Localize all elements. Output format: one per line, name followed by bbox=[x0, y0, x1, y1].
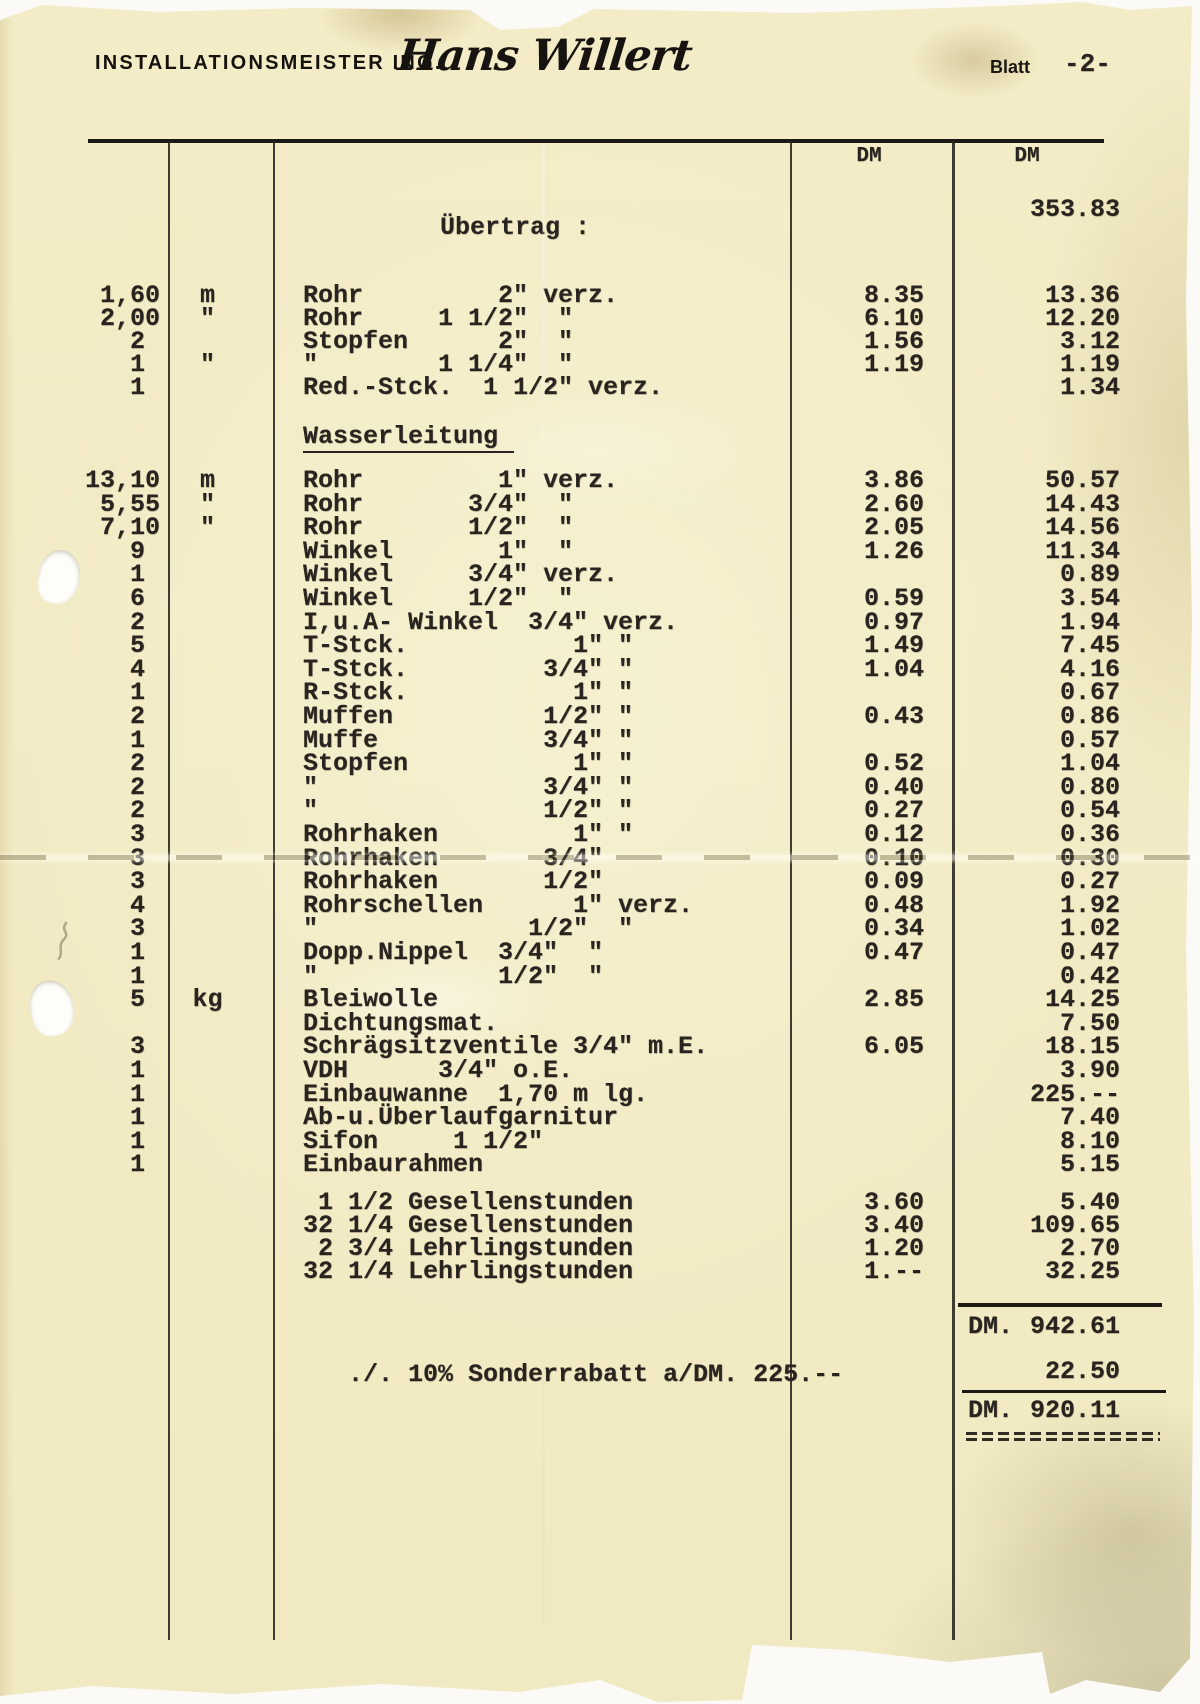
total-cell: 0.89 bbox=[1059, 560, 1120, 590]
qty-cell: 2 bbox=[129, 702, 160, 731]
desc-cell: VDH 3/4" o.E. bbox=[303, 1056, 574, 1085]
desc-cell: Bleiwolle bbox=[303, 985, 439, 1015]
qty-cell: 3 bbox=[129, 914, 160, 944]
total-cell: 0.42 bbox=[1059, 961, 1120, 991]
price-cell: 2.60 bbox=[863, 489, 924, 519]
price-cell: 0.97 bbox=[863, 607, 924, 637]
qty-cell: 4 bbox=[129, 654, 160, 684]
total-cell: 14.43 bbox=[1044, 489, 1120, 519]
desc-cell: T-Stck. 1" " bbox=[303, 631, 634, 661]
qty-cell: 3 bbox=[129, 820, 160, 849]
desc-cell: 32 1/4 Lehrlingstunden bbox=[303, 1257, 634, 1286]
desc-cell: Schrägsitzventile 3/4" m.E. bbox=[303, 1032, 709, 1062]
price-cell: 0.52 bbox=[863, 749, 924, 779]
grand-total-currency: DM. bbox=[968, 1396, 1014, 1425]
total-cell: 7.50 bbox=[1059, 1008, 1120, 1038]
table-row bbox=[0, 938, 1200, 967]
total-cell: 0.54 bbox=[1059, 796, 1120, 826]
desc-cell: " 1 1/4" " bbox=[303, 350, 574, 379]
price-cell: 1.26 bbox=[863, 536, 924, 566]
price-cell: 0.34 bbox=[863, 914, 924, 944]
price-cell: 1.-- bbox=[863, 1257, 924, 1286]
desc-cell: Rohr 3/4" " bbox=[303, 489, 574, 519]
desc-cell: Dichtungsmat. bbox=[303, 1008, 499, 1038]
price-cell: 1.49 bbox=[863, 631, 924, 661]
desc-cell: " 1/2" " bbox=[303, 914, 634, 944]
desc-cell: Muffe 3/4" " bbox=[303, 725, 634, 755]
total-cell: 1.94 bbox=[1059, 607, 1120, 637]
letterhead-owner-signature: Hans Willert bbox=[395, 31, 694, 81]
total-cell: 3.54 bbox=[1059, 584, 1120, 613]
table-row bbox=[0, 961, 1200, 991]
desc-cell: Rohrhaken 1/2" bbox=[303, 867, 604, 897]
total-cell: 7.40 bbox=[1059, 1103, 1120, 1133]
qty-cell: 2 bbox=[129, 772, 160, 802]
grand-total-value: 920.11 bbox=[1029, 1396, 1120, 1425]
desc-cell: Rohrschellen 1" verz. bbox=[303, 890, 694, 920]
price-cell: 1.56 bbox=[863, 327, 924, 356]
total-cell: 1.19 bbox=[1059, 350, 1120, 379]
price-cell: 1.04 bbox=[863, 654, 924, 684]
price-cell: 8.35 bbox=[863, 281, 924, 310]
total-cell: 1.04 bbox=[1059, 749, 1120, 779]
total-cell: 5.15 bbox=[1059, 1150, 1120, 1180]
total-cell: 3.12 bbox=[1059, 327, 1120, 356]
price-cell: 6.10 bbox=[863, 304, 924, 333]
desc-cell: Rohrhaken 1" " bbox=[303, 820, 634, 849]
price-cell: 0.40 bbox=[863, 772, 924, 802]
desc-cell: Einbauwanne 1,70 m lg. bbox=[303, 1079, 649, 1109]
qty-cell: 2,00 bbox=[99, 304, 160, 333]
section-title-text: Wasserleitung bbox=[303, 426, 514, 453]
total-cell: 0.27 bbox=[1059, 867, 1120, 897]
discount-value: 22.50 bbox=[1044, 1357, 1120, 1386]
total-cell: 8.10 bbox=[1059, 1126, 1120, 1156]
qty-cell: 1 bbox=[129, 1056, 160, 1085]
desc-cell: T-Stck. 3/4" " bbox=[303, 654, 634, 684]
price-cell: 3.40 bbox=[863, 1211, 924, 1240]
qty-cell: 1 bbox=[129, 1126, 160, 1156]
price-cell: 1.19 bbox=[863, 350, 924, 379]
qty-cell: 1 bbox=[129, 350, 160, 379]
qty-cell: 5,55 bbox=[99, 489, 160, 519]
desc-cell: " 1/2" " bbox=[303, 961, 604, 991]
total-cell: 0.36 bbox=[1059, 820, 1120, 849]
table-row bbox=[0, 513, 1200, 543]
desc-cell: Winkel 1" " bbox=[303, 536, 574, 566]
sheet-label: Blatt bbox=[990, 57, 1030, 77]
unit-cell: m bbox=[199, 281, 215, 310]
qty-cell: 1 bbox=[129, 1103, 160, 1133]
qty-cell: 5 bbox=[129, 631, 160, 661]
total-cell: 14.56 bbox=[1044, 513, 1120, 543]
qty-cell: 9 bbox=[129, 536, 160, 566]
table-row bbox=[0, 1056, 1200, 1085]
desc-cell: Sifon 1 1/2" bbox=[303, 1126, 544, 1156]
table-row bbox=[0, 560, 1200, 590]
price-cell: 0.43 bbox=[863, 702, 924, 731]
table-row bbox=[0, 749, 1200, 779]
carryover-label: Übertrag : bbox=[440, 213, 591, 242]
total-cell: 1.02 bbox=[1059, 914, 1120, 944]
table-row bbox=[0, 466, 1200, 495]
qty-cell: 2 bbox=[129, 749, 160, 779]
total-cell: 0.47 bbox=[1059, 938, 1120, 967]
total-cell: 0.86 bbox=[1059, 702, 1120, 731]
discount-line: ./. 10% Sonderrabatt a/DM. 225.-- bbox=[348, 1360, 844, 1389]
total-column-header: DM bbox=[1014, 145, 1040, 168]
price-cell: 0.27 bbox=[863, 796, 924, 826]
qty-cell: 2 bbox=[129, 607, 160, 637]
qty-cell: 1 bbox=[129, 938, 160, 967]
desc-cell: Winkel 3/4" verz. bbox=[303, 560, 619, 590]
unit-cell: " bbox=[199, 513, 215, 543]
subtotal-currency: DM. bbox=[968, 1312, 1014, 1341]
table-row bbox=[0, 1103, 1200, 1133]
price-cell: 3.86 bbox=[863, 466, 924, 495]
total-cell: 3.90 bbox=[1059, 1056, 1120, 1085]
subtotal-rule bbox=[958, 1303, 1162, 1307]
qty-cell: 4 bbox=[129, 890, 160, 920]
price-cell: 6.05 bbox=[863, 1032, 924, 1062]
table-row bbox=[0, 584, 1200, 613]
qty-cell: 6 bbox=[129, 584, 160, 613]
qty-cell: 1 bbox=[129, 725, 160, 755]
price-cell: 0.12 bbox=[863, 820, 924, 849]
desc-cell: Dopp.Nippel 3/4" " bbox=[303, 938, 604, 967]
qty-cell: 1 bbox=[129, 678, 160, 708]
qty-cell: 5 bbox=[129, 985, 160, 1015]
total-cell: 1.34 bbox=[1059, 373, 1120, 402]
table-row bbox=[0, 327, 1200, 356]
total-cell: 12.20 bbox=[1044, 304, 1120, 333]
price-cell: 2.05 bbox=[863, 513, 924, 543]
unit-cell: " bbox=[199, 350, 215, 379]
price-cell: 2.85 bbox=[863, 985, 924, 1015]
table-row bbox=[0, 985, 1200, 1015]
qty-cell: 1 bbox=[129, 1150, 160, 1180]
total-cell: 14.25 bbox=[1044, 985, 1120, 1015]
total-cell: 7.45 bbox=[1059, 631, 1120, 661]
total-cell: 11.34 bbox=[1044, 536, 1120, 566]
qty-cell: 1 bbox=[129, 961, 160, 991]
total-cell: 50.57 bbox=[1044, 466, 1120, 495]
desc-cell: Ab-u.Überlaufgarnitur bbox=[303, 1103, 619, 1133]
grand-total-double-underline bbox=[966, 1432, 1160, 1442]
table-row bbox=[0, 1126, 1200, 1156]
qty-cell: 3 bbox=[129, 1032, 160, 1062]
qty-cell: 13,10 bbox=[84, 466, 160, 495]
total-cell: 4.16 bbox=[1059, 654, 1120, 684]
subtotal-row bbox=[968, 1312, 1120, 1341]
desc-cell: Stopfen 1" " bbox=[303, 749, 634, 779]
price-cell: 1.20 bbox=[863, 1234, 924, 1263]
qty-cell: 1 bbox=[129, 1079, 160, 1109]
qty-cell: 3 bbox=[129, 867, 160, 897]
total-cell: 0.67 bbox=[1059, 678, 1120, 708]
price-cell: 0.47 bbox=[863, 938, 924, 967]
price-cell: 0.59 bbox=[863, 584, 924, 613]
table-row bbox=[0, 867, 1200, 897]
desc-cell: R-Stck. 1" " bbox=[303, 678, 634, 708]
desc-cell: Stopfen 2" " bbox=[303, 327, 574, 356]
desc-cell: Rohr 1" verz. bbox=[303, 466, 619, 495]
qty-cell: 1 bbox=[129, 373, 160, 402]
letterhead-company-type: INSTALLATIONSMEISTER ING. bbox=[95, 52, 443, 74]
table-row bbox=[0, 702, 1200, 731]
desc-cell: I,u.A- Winkel 3/4" verz. bbox=[303, 607, 679, 637]
horizontal-fold-crease bbox=[0, 855, 1200, 860]
total-cell: 1.92 bbox=[1059, 890, 1120, 920]
discount-rule bbox=[962, 1390, 1166, 1393]
total-cell: 0.80 bbox=[1059, 772, 1120, 802]
grand-total-row bbox=[968, 1396, 1120, 1425]
qty-cell: 2 bbox=[129, 796, 160, 826]
carryover-total: 353.83 bbox=[1029, 195, 1120, 224]
table-row bbox=[0, 373, 1200, 402]
price-column-header: DM bbox=[856, 145, 882, 168]
desc-cell: Rohr 1 1/2" " bbox=[303, 304, 574, 333]
total-cell: 109.65 bbox=[1029, 1211, 1120, 1240]
desc-cell: Einbaurahmen bbox=[303, 1150, 484, 1180]
desc-cell: 2 3/4 Lehrlingstunden bbox=[303, 1234, 634, 1263]
unit-cell: " bbox=[199, 489, 215, 519]
total-cell: 0.57 bbox=[1059, 725, 1120, 755]
table-row bbox=[0, 489, 1200, 519]
sheet-number: -2- bbox=[1064, 49, 1111, 79]
desc-cell: Rohr 2" verz. bbox=[303, 281, 619, 310]
unit-cell: m bbox=[199, 466, 215, 495]
table-row bbox=[0, 820, 1200, 849]
section-title-wasserleitung bbox=[303, 422, 514, 453]
qty-cell: 2 bbox=[129, 327, 160, 356]
table-row bbox=[0, 1257, 1200, 1286]
total-cell: 13.36 bbox=[1044, 281, 1120, 310]
table-row bbox=[0, 1150, 1200, 1180]
desc-cell: Red.-Stck. 1 1/2" verz. bbox=[303, 373, 664, 402]
qty-cell: 7,10 bbox=[99, 513, 160, 543]
vertical-fold-crease bbox=[542, 145, 545, 1625]
price-cell: 3.60 bbox=[863, 1188, 924, 1217]
desc-cell: " 1/2" " bbox=[303, 796, 634, 826]
desc-cell: Muffen 1/2" " bbox=[303, 702, 634, 731]
desc-cell: Winkel 1/2" " bbox=[303, 584, 574, 613]
total-cell: 2.70 bbox=[1059, 1234, 1120, 1263]
table-row bbox=[0, 304, 1200, 333]
desc-cell: 32 1/4 Gesellenstunden bbox=[303, 1211, 634, 1240]
total-cell: 18.15 bbox=[1044, 1032, 1120, 1062]
desc-cell: 1 1/2 Gesellenstunden bbox=[303, 1188, 634, 1217]
table-row bbox=[0, 631, 1200, 661]
unit-cell: " bbox=[199, 304, 215, 333]
qty-cell: 1 bbox=[129, 560, 160, 590]
total-cell: 32.25 bbox=[1044, 1257, 1120, 1286]
total-cell: 225.-- bbox=[1029, 1079, 1120, 1109]
table-row bbox=[0, 281, 1200, 310]
desc-cell: Rohr 1/2" " bbox=[303, 513, 574, 543]
total-cell: 5.40 bbox=[1059, 1188, 1120, 1217]
unit-cell: kg bbox=[192, 985, 223, 1015]
price-cell: 0.48 bbox=[863, 890, 924, 920]
subtotal-value: 942.61 bbox=[1029, 1312, 1120, 1341]
table-row bbox=[0, 1032, 1200, 1062]
desc-cell: " 3/4" " bbox=[303, 772, 634, 802]
price-cell: 0.09 bbox=[863, 867, 924, 897]
qty-cell: 1,60 bbox=[99, 281, 160, 310]
